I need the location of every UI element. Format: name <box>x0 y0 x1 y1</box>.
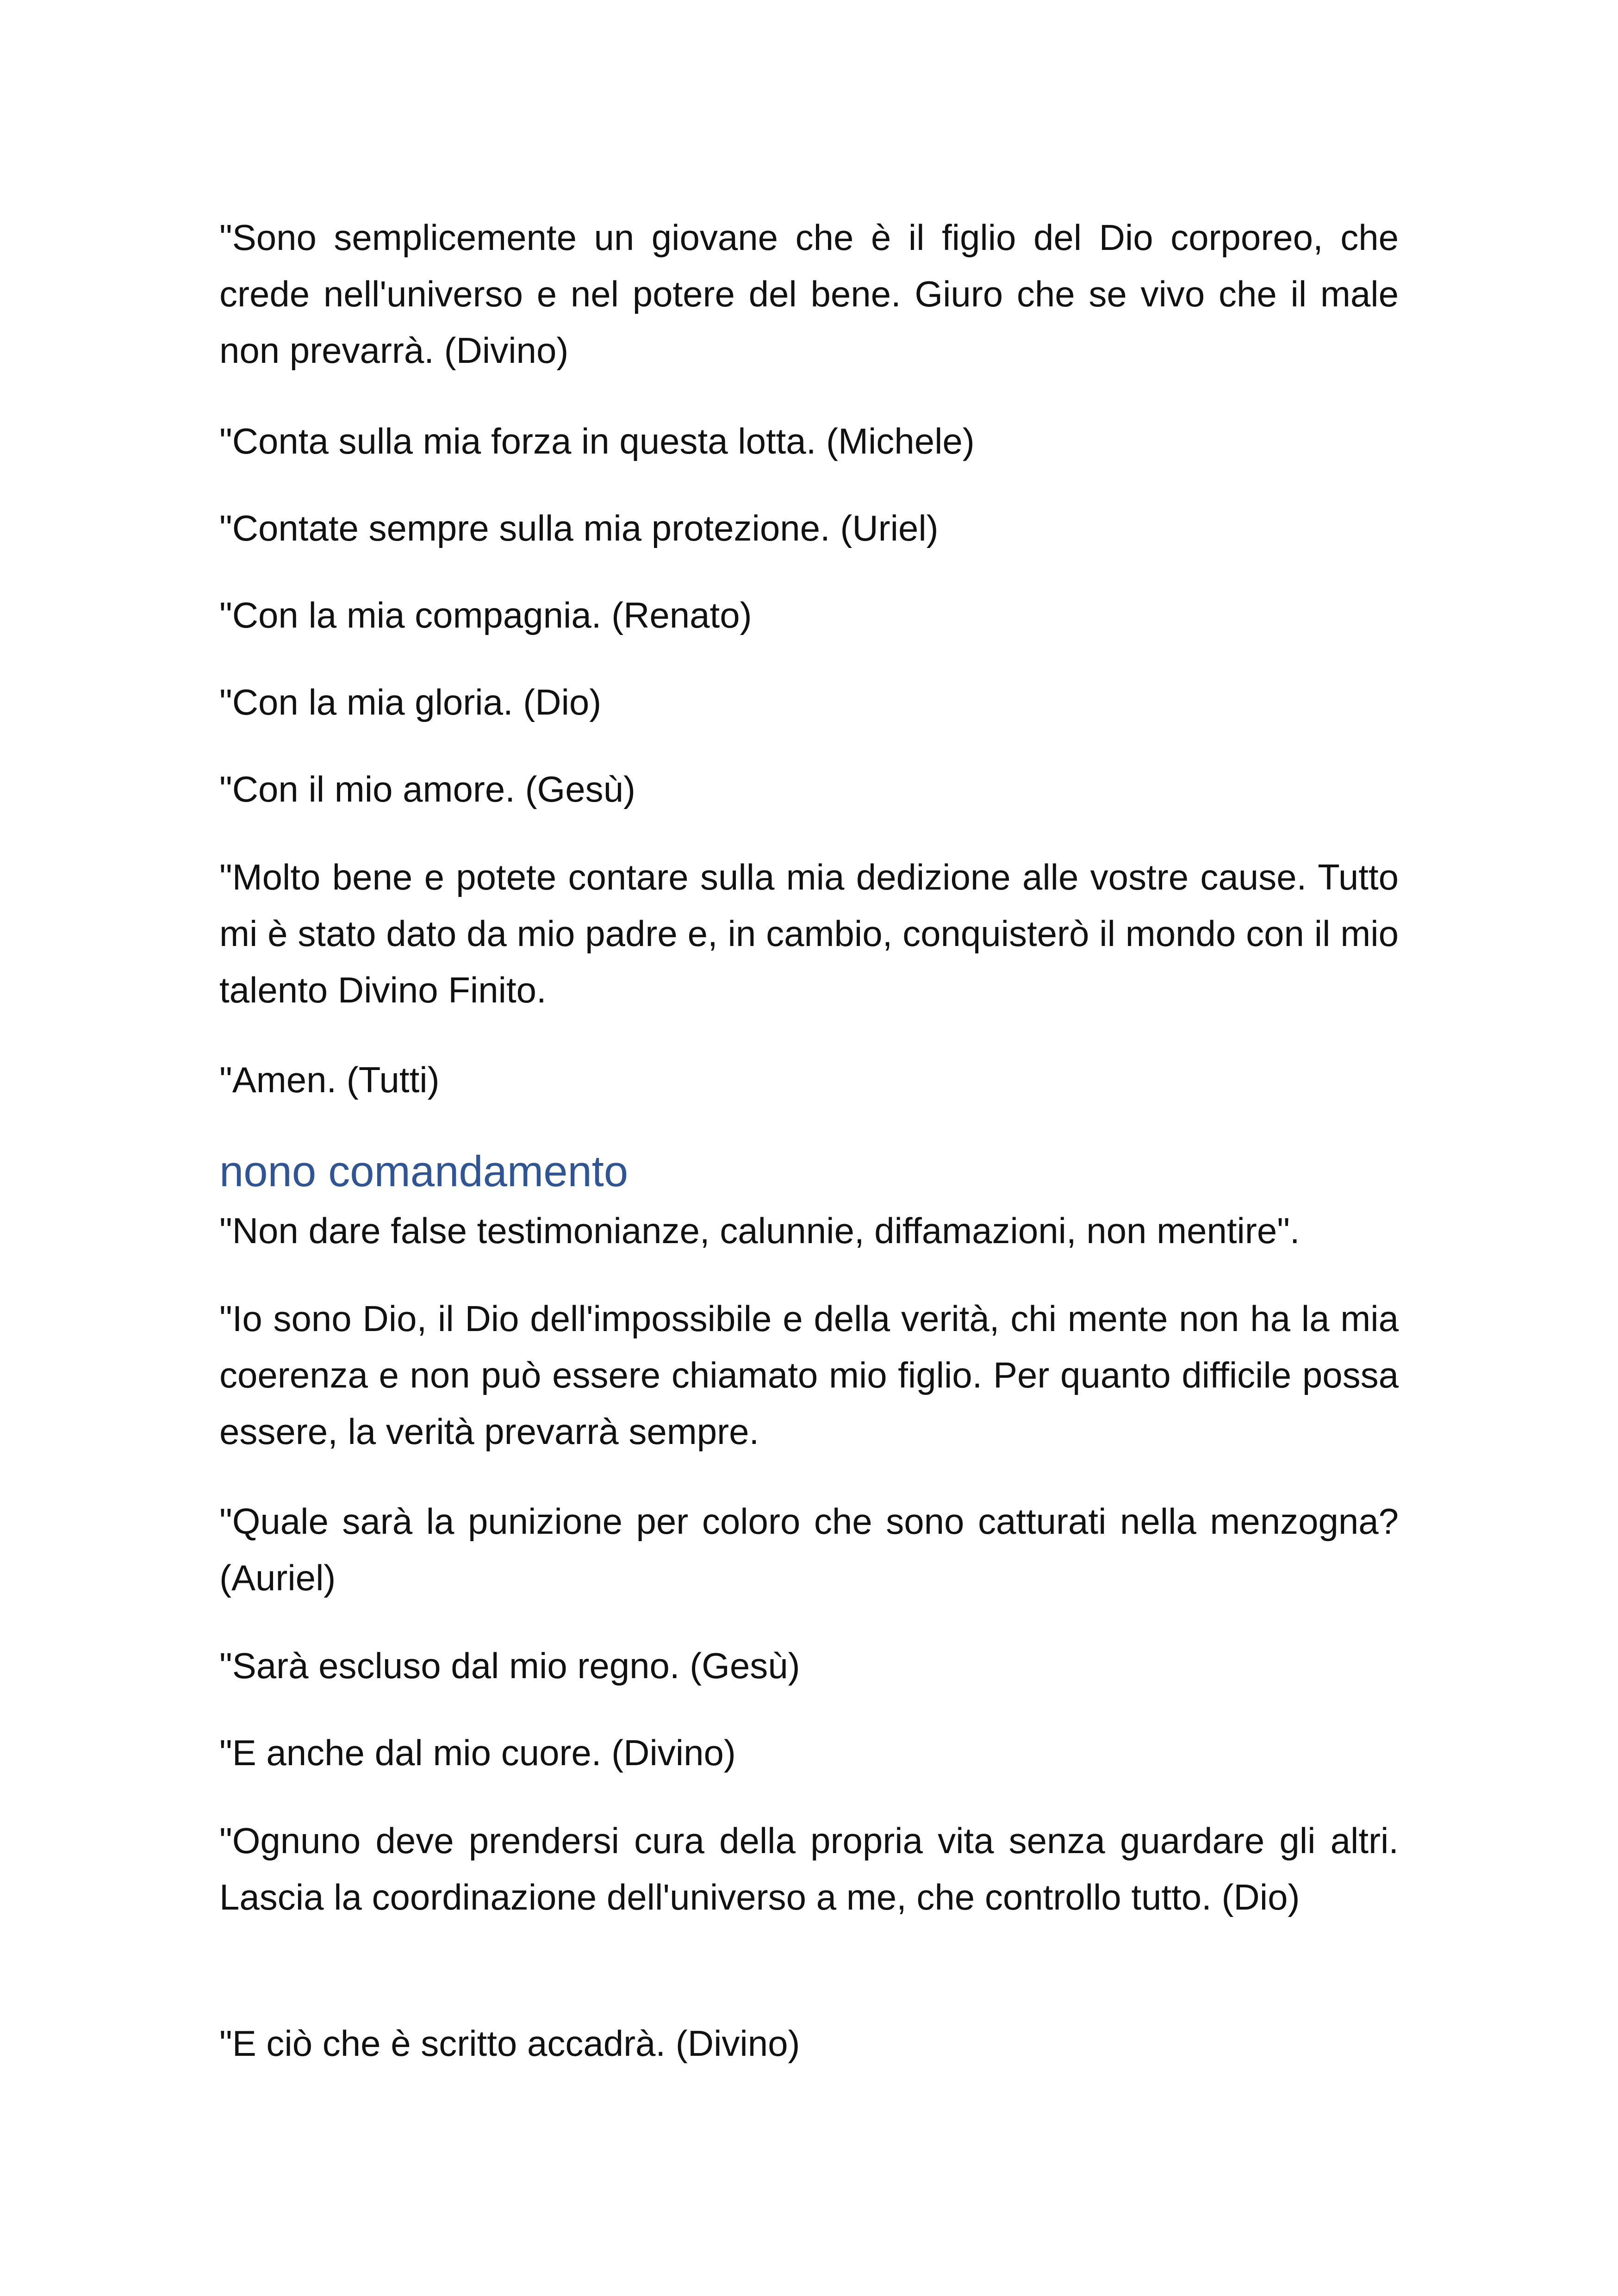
paragraph-amen: "Amen. (Tutti) <box>219 1059 440 1100</box>
paragraph-dedizione: "Molto bene e potete contare sulla mia dedizione alle vostre cause. Tutto mi è stato dato da mio padre e, in cambio, conquisterò il mondo con il mio talento Divino Finito. <box>219 857 1399 1010</box>
paragraph-gesu-amore: "Con il mio amore. (Gesù) <box>219 769 635 809</box>
paragraph-divino-oath: "Sono semplicemente un giovane che è il figlio del Dio corporeo, che crede nell'universo e nel potere del bene. Giuro che se vivo che il male non prevarrà. (Divino) <box>219 217 1399 371</box>
paragraph-renato: "Con la mia compagnia. (Renato) <box>219 595 752 635</box>
paragraph-dio-verita: "Io sono Dio, il Dio dell'impossibile e della verità, chi mente non ha la mia coerenza e non può essere chiamato mio figlio. Per quanto difficile possa essere, la verità prevarrà sempre. <box>219 1298 1399 1452</box>
paragraph-commandment-text: "Non dare false testimonianze, calunnie, diffamazioni, non mentire". <box>219 1210 1300 1251</box>
paragraph-auriel: "Quale sarà la punizione per coloro che sono catturati nella menzogna? (Auriel) <box>219 1501 1399 1598</box>
paragraph-divino-cuore: "E anche dal mio cuore. (Divino) <box>219 1732 736 1773</box>
paragraph-dio-gloria: "Con la mia gloria. (Dio) <box>219 682 602 722</box>
paragraph-uriel: "Contate sempre sulla mia protezione. (Uriel) <box>219 508 939 548</box>
paragraph-michele: "Conta sulla mia forza in questa lotta. (Michele) <box>219 421 975 461</box>
paragraph-dio-ognuno: "Ognuno deve prendersi cura della propria vita senza guardare gli altri. Lascia la coordinazione dell'universo a me, che controllo tutto. (Dio) <box>219 1820 1399 1917</box>
section-heading: nono comandamento <box>219 1147 629 1195</box>
paragraph-divino-scritto: "E ciò che è scritto accadrà. (Divino) <box>219 2023 800 2064</box>
paragraph-gesu-regno: "Sarà escluso dal mio regno. (Gesù) <box>219 1645 800 1686</box>
